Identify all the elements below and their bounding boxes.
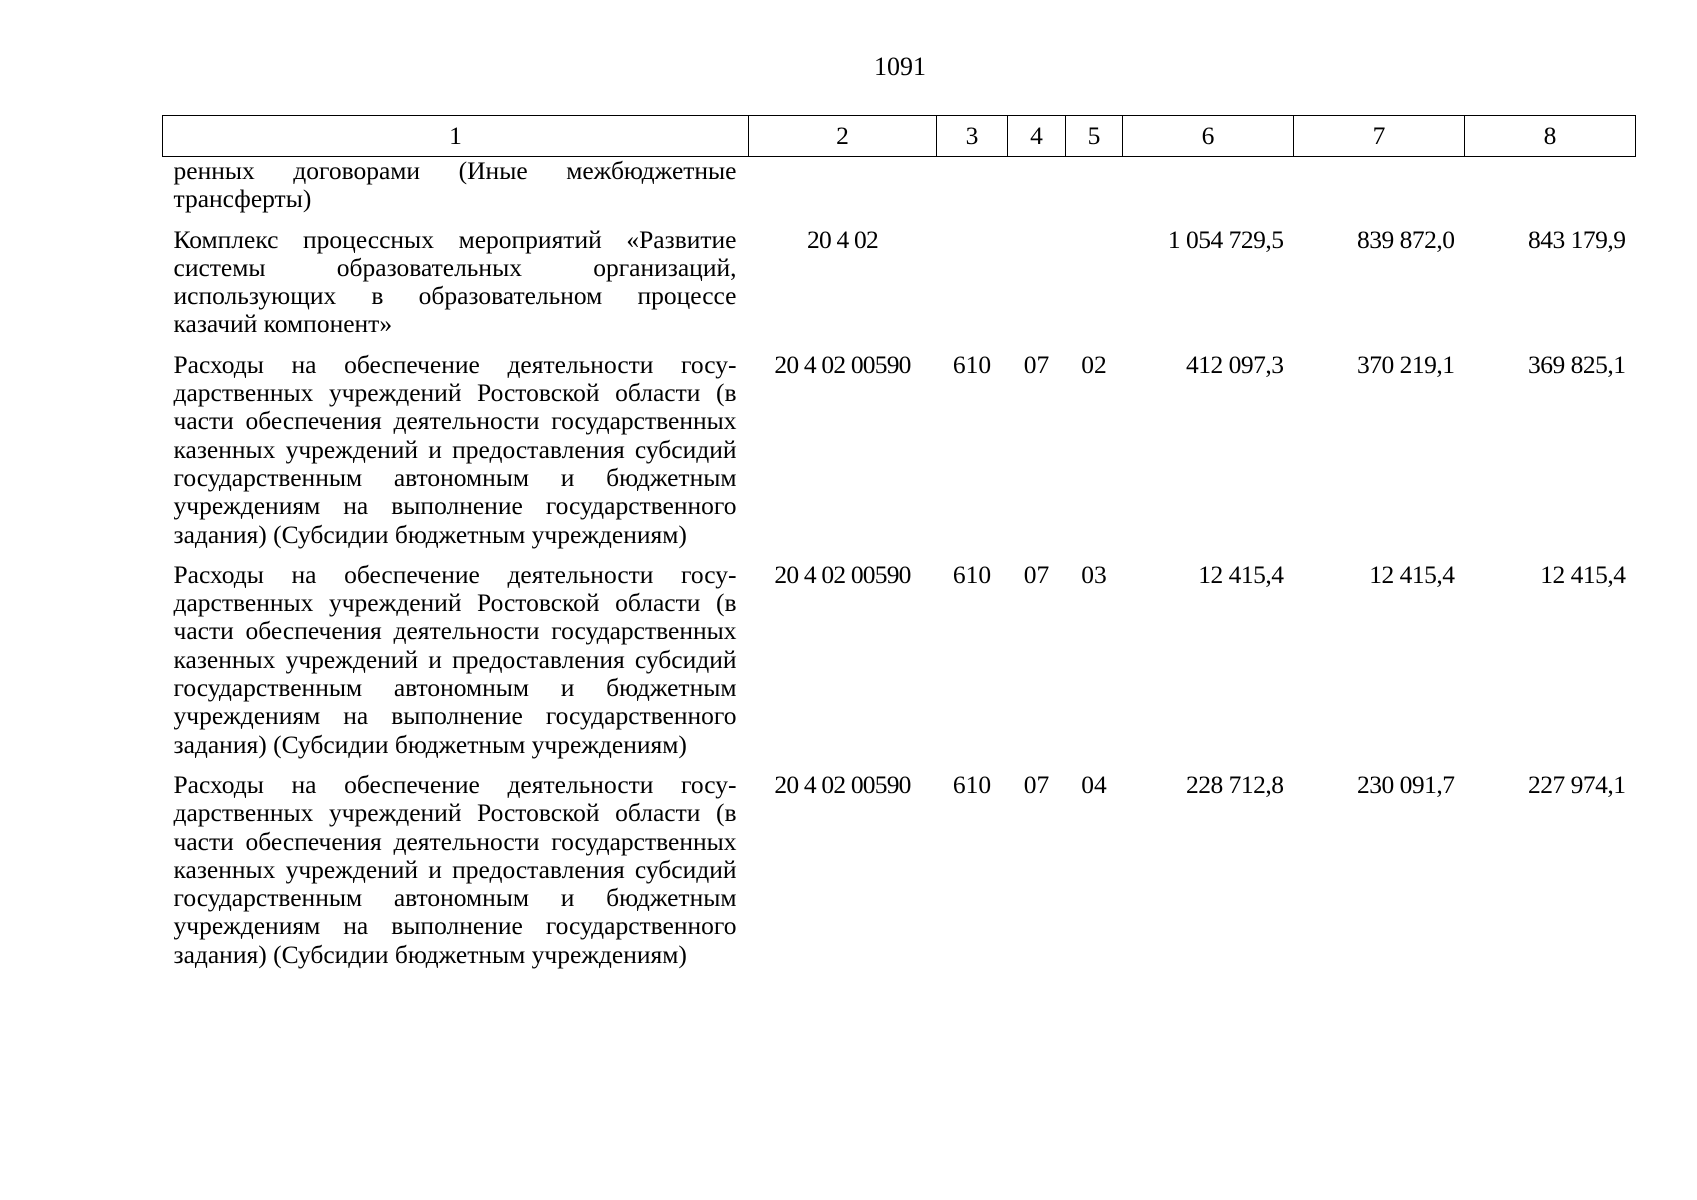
- row-value-col7: 230 091,7: [1357, 769, 1455, 799]
- table-row: [163, 561, 1636, 771]
- header-col-2: 2: [749, 116, 937, 157]
- row-value-col7: 839 872,0: [1357, 224, 1455, 254]
- row-code: [749, 157, 937, 226]
- row-pr: [1066, 157, 1123, 226]
- row-rz: [1008, 226, 1066, 351]
- header-col-3: 3: [937, 116, 1008, 157]
- row-pr: 03: [1081, 559, 1107, 589]
- header-col-6: 6: [1123, 116, 1294, 157]
- page-number: 1091: [874, 52, 926, 81]
- row-value-col6: [1123, 157, 1294, 226]
- header-col-1: 1: [163, 116, 749, 157]
- row-vr: 610: [952, 769, 992, 799]
- row-vr: [937, 157, 1008, 226]
- row-value-col8: 369 825,1: [1528, 349, 1626, 379]
- header-col-5: 5: [1066, 116, 1123, 157]
- row-value-col8: [1465, 157, 1636, 226]
- row-value-col6: 412 097,3: [1186, 349, 1284, 379]
- row-code: 20 4 02 00590: [774, 769, 911, 799]
- row-name: Расходы на обеспечение деятельности государственных учреждений Ростовской области (в части обеспечения деятельности государственных казенных учреждений и предоставления субсидий государственным автономным и бюджетным учреждениям на выполнение государственного задания) (Субсидии бюджетным учреждениям): [173, 769, 737, 969]
- row-rz: 07: [1023, 349, 1050, 379]
- header-col-7: 7: [1294, 116, 1465, 157]
- row-rz: 07: [1023, 769, 1050, 799]
- table-row: [163, 157, 1636, 226]
- budget-table: [162, 115, 1636, 981]
- row-value-col8: 12 415,4: [1540, 559, 1626, 589]
- row-value-col7: 12 415,4: [1369, 559, 1455, 589]
- header-col-4: 4: [1008, 116, 1066, 157]
- row-value-col7: 370 219,1: [1357, 349, 1455, 379]
- table-row: [163, 351, 1636, 561]
- header-col-8: 8: [1465, 116, 1636, 157]
- row-rz: 07: [1023, 559, 1050, 589]
- row-name: Расходы на обеспечение деятельности государственных учреждений Ростовской области (в части обеспечения деятельности государственных казенных учреждений и предоставления субсидий государственным автономным и бюджетным учреждениям на выполнение государственного задания) (Субсидии бюджетным учреждениям): [173, 349, 737, 549]
- table-row: [163, 226, 1636, 351]
- row-value-col8: 227 974,1: [1528, 769, 1626, 799]
- row-vr: 610: [952, 349, 992, 379]
- row-value-col6: 12 415,4: [1198, 559, 1284, 589]
- row-value-col6: 228 712,8: [1186, 769, 1284, 799]
- row-value-col7: [1294, 157, 1465, 226]
- row-code: 20 4 02: [807, 224, 878, 254]
- row-value-col6: 1 054 729,5: [1167, 224, 1284, 254]
- row-vr: [937, 226, 1008, 351]
- row-code: 20 4 02 00590: [774, 559, 911, 589]
- header-row: [163, 116, 1636, 157]
- row-pr: [1066, 226, 1123, 351]
- row-name: Расходы на обеспечение деятельности государственных учреждений Ростовской области (в части обеспечения деятельности государственных казенных учреждений и предоставления субсидий государственным автономным и бюджетным учреждениям на выполнение государственного задания) (Субсидии бюджетным учреждениям): [173, 559, 737, 759]
- row-name: Комплекс процессных мероприятий «Развитие системы образовательных организаций, использующих в образовательном процессе казачий компонент»: [173, 224, 737, 339]
- table-row: [163, 771, 1636, 981]
- row-vr: 610: [952, 559, 992, 589]
- row-name: ренных договорами (Иные межбюджетные трансферты): [173, 156, 737, 214]
- row-code: 20 4 02 00590: [774, 349, 911, 379]
- table-header: [163, 116, 1636, 157]
- row-rz: [1008, 157, 1066, 226]
- row-pr: 02: [1081, 349, 1107, 379]
- row-pr: 04: [1081, 769, 1107, 799]
- table-body: [163, 157, 1636, 982]
- row-value-col8: 843 179,9: [1528, 224, 1626, 254]
